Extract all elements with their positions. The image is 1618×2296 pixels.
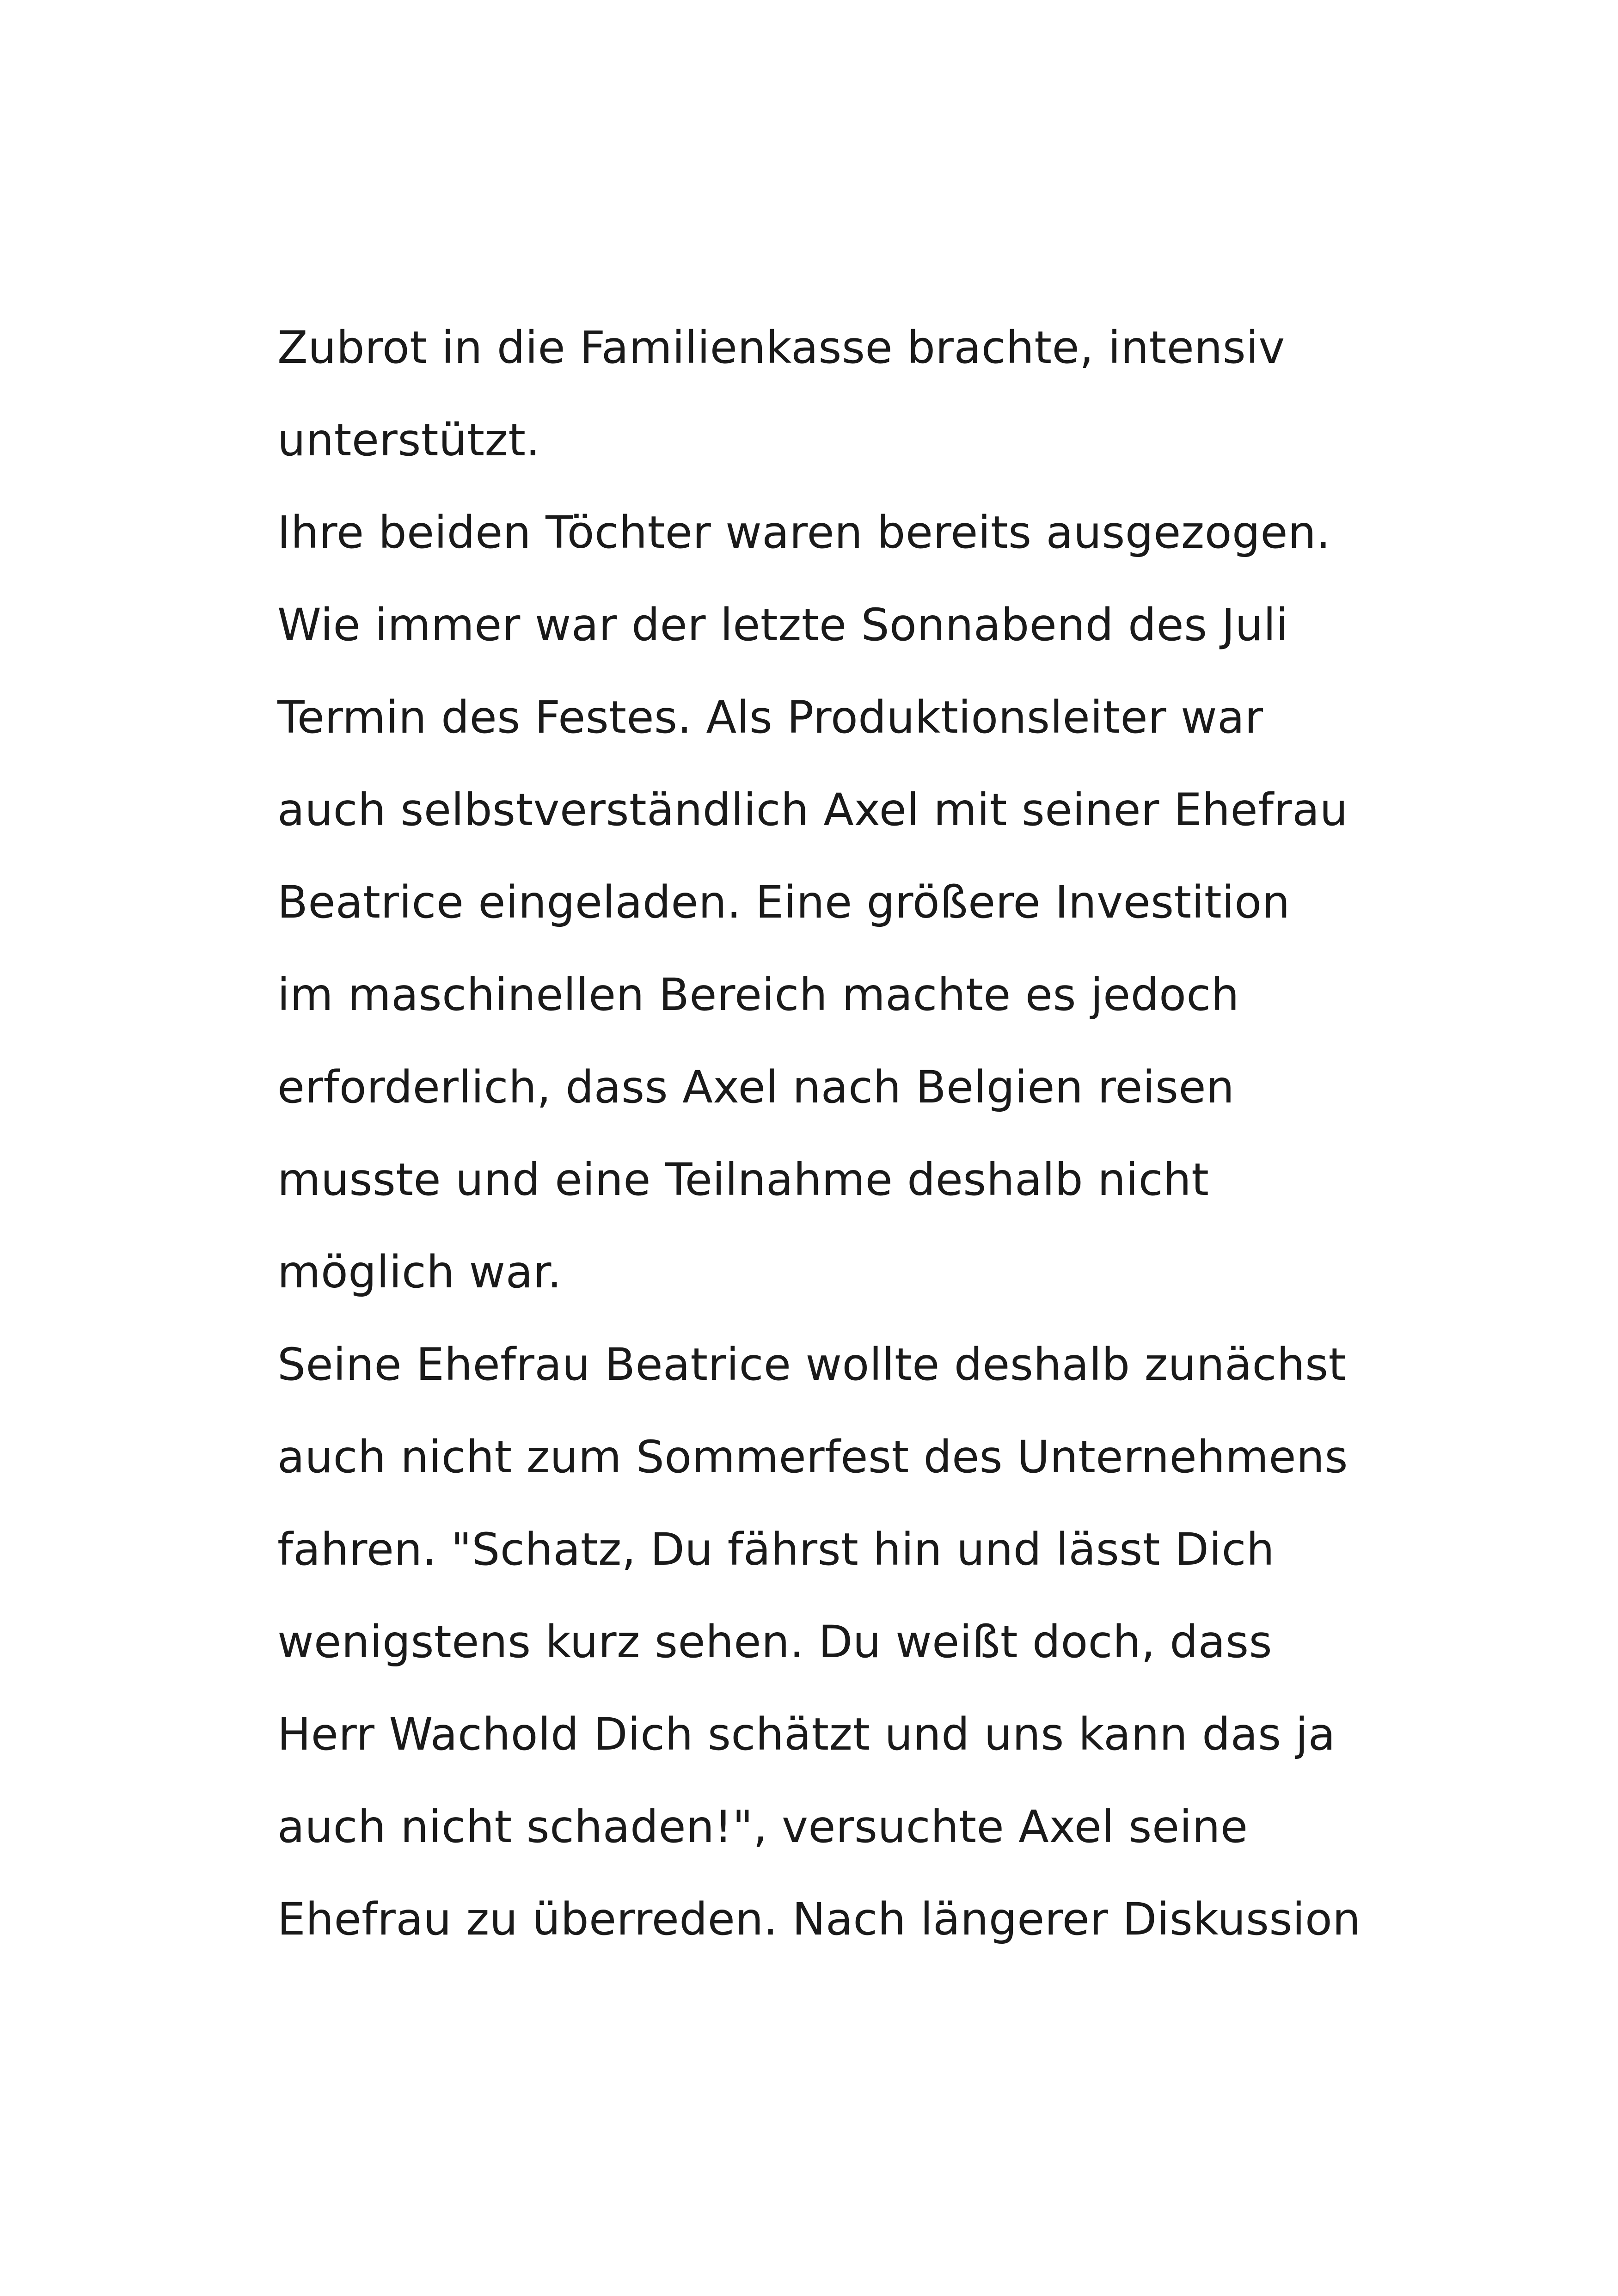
text-line: im maschinellen Bereich machte es jedoch (277, 969, 1239, 1021)
text-line: möglich war. (277, 1246, 562, 1298)
text-line: Termin des Festes. Als Produktionsleiter war (277, 692, 1263, 743)
text-line: Beatrice eingeladen. Eine größere Investition (277, 876, 1290, 928)
body-text (277, 301, 1433, 1965)
text-line: fahren. "Schatz, Du fährst hin und lässt Dich (277, 1524, 1275, 1575)
text-line: musste und eine Teilnahme deshalb nicht (277, 1154, 1209, 1206)
text-line: Herr Wachold Dich schätzt und uns kann das ja (277, 1708, 1336, 1760)
text-line: erforderlich, dass Axel nach Belgien reisen (277, 1061, 1235, 1113)
text-line: Zubrot in die Familienkasse brachte, intensiv (277, 322, 1285, 373)
text-line: auch nicht zum Sommerfest des Unternehmens (277, 1431, 1348, 1483)
text-line: Wie immer war der letzte Sonnabend des Juli (277, 599, 1289, 651)
text-line: unterstützt. (277, 414, 540, 466)
text-line: auch nicht schaden!", versuchte Axel seine (277, 1801, 1248, 1853)
text-line: wenigstens kurz sehen. Du weißt doch, dass (277, 1616, 1273, 1668)
text-line: Seine Ehefrau Beatrice wollte deshalb zunächst (277, 1339, 1346, 1390)
text-line: Ihre beiden Töchter waren bereits ausgezogen. (277, 507, 1331, 558)
text-line: auch selbstverständlich Axel mit seiner Ehefrau (277, 784, 1348, 836)
text-line: Ehefrau zu überreden. Nach längerer Diskussion (277, 1893, 1361, 1945)
